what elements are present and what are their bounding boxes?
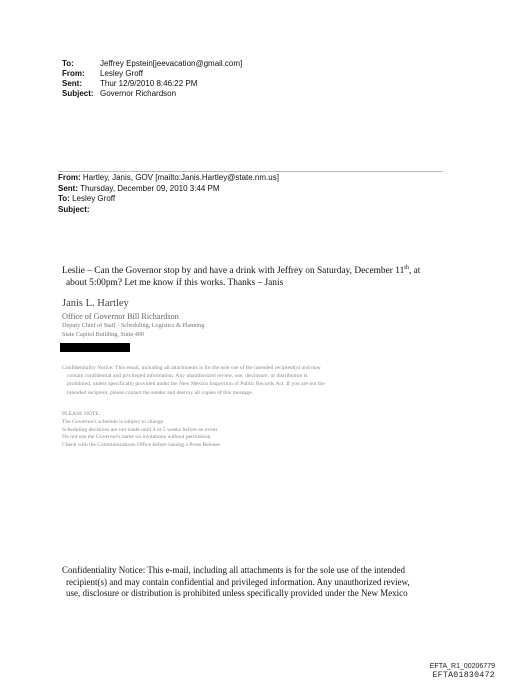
message-line-2: about 5:00pm? Let me know if this works. Thanks – Janis bbox=[66, 278, 284, 288]
sent-value: Thur 12/9/2010 8:46:22 PM bbox=[100, 79, 198, 88]
inner-email-header bbox=[58, 171, 448, 215]
conf-small-line-3: prohibited, unless specifically provided under the New Mexico Inspection of Public Records Act. If you are not the bbox=[67, 381, 325, 388]
inner-sent-value: Thursday, December 09, 2010 3:44 PM bbox=[80, 183, 220, 193]
confidentiality-notice-large bbox=[62, 565, 472, 600]
signature-title: Deputy Chief of Staff - Scheduling, Logistics & Planning bbox=[62, 322, 205, 329]
document-id-primary: EFTA_R1_00206779 bbox=[429, 663, 495, 670]
message-line-1 bbox=[62, 265, 462, 277]
message-line-1-end: , at bbox=[408, 266, 421, 276]
conf-large-line-3: use, disclosure or distribution is prohibited unless specifically provided under the New Mexico bbox=[66, 588, 408, 599]
outer-to-row bbox=[62, 59, 302, 69]
to-value: Jeffrey Epstein[jeevacation@gmail.com] bbox=[100, 59, 243, 68]
message-ordinal-suffix: th bbox=[404, 264, 409, 271]
inner-to-label: To: bbox=[58, 194, 70, 203]
subject-value: Governor Richardson bbox=[100, 89, 177, 98]
outer-from-row bbox=[62, 69, 302, 79]
please-note-block bbox=[62, 411, 362, 450]
inner-from-row bbox=[58, 173, 448, 184]
document-id-secondary: EFTA01830472 bbox=[432, 671, 495, 680]
please-note-line-4: Check with the Communications Office before issuing a Press Release. bbox=[62, 442, 222, 449]
outer-sent-row bbox=[62, 79, 302, 89]
inner-to-value: Lesley Groff bbox=[72, 194, 116, 203]
conf-large-line-1: Confidentiality Notice: This e-mail, including all attachments is for the sole use of the intended bbox=[62, 565, 406, 575]
inner-to-row bbox=[58, 194, 448, 205]
subject-label: Subject: bbox=[62, 89, 94, 98]
inner-subject-row bbox=[58, 205, 448, 216]
inner-from-label: From: bbox=[58, 173, 81, 182]
inner-sent-row bbox=[58, 184, 448, 195]
inner-subject-label: Subject: bbox=[58, 204, 90, 214]
confidentiality-notice-small bbox=[62, 364, 452, 397]
message-line-1-text: Leslie – Can the Governor stop by and have a drink with Jeffrey on Saturday, December 11 bbox=[62, 266, 405, 276]
outer-email-header bbox=[62, 59, 302, 99]
signature-address: State Capitol Building, Suite 400 bbox=[62, 330, 144, 338]
from-label: From: bbox=[62, 69, 85, 78]
redaction-bar bbox=[60, 343, 130, 352]
conf-small-line-1: Confidentiality Notice: This email, including all attachments is for the sole use of the intended recipient(s) and may bbox=[62, 365, 321, 371]
signature-name: Janis L. Hartley bbox=[62, 298, 129, 309]
outer-subject-row bbox=[62, 89, 302, 99]
please-note-heading: PLEASE NOTE: bbox=[62, 411, 101, 417]
signature-office: Office of Governor Bill Richardson bbox=[62, 312, 179, 321]
please-note-line-3: Do not use the Governor's name on invitations without permission. bbox=[62, 434, 212, 441]
please-note-line-1: The Governor's schedule is subject to change. bbox=[62, 418, 165, 425]
conf-small-line-4: intended recipient, please contact the sender and destroy all copies of this message. bbox=[67, 389, 254, 396]
header-divider bbox=[58, 171, 443, 172]
please-note-line-2: Scheduling decisions are not made until 4 or 5 weeks before an event. bbox=[62, 426, 219, 433]
inner-sent-label: Sent: bbox=[58, 183, 78, 193]
sent-label: Sent: bbox=[62, 79, 82, 88]
from-value: Lesley Groff bbox=[100, 69, 143, 78]
conf-small-line-2: contain confidential and privileged information. Any unauthorized review, use, disclosure, or distribution is bbox=[67, 373, 308, 380]
message-body bbox=[62, 265, 462, 289]
conf-large-line-2: recipient(s) and may contain confidential and privileged information. Any unauthorized review, bbox=[66, 576, 410, 587]
to-label: To: bbox=[62, 59, 74, 68]
signature-block bbox=[62, 297, 362, 339]
inner-from-value: Hartley, Janis, GOV [mailto:Janis.Hartley@state.nm.us] bbox=[82, 173, 279, 182]
